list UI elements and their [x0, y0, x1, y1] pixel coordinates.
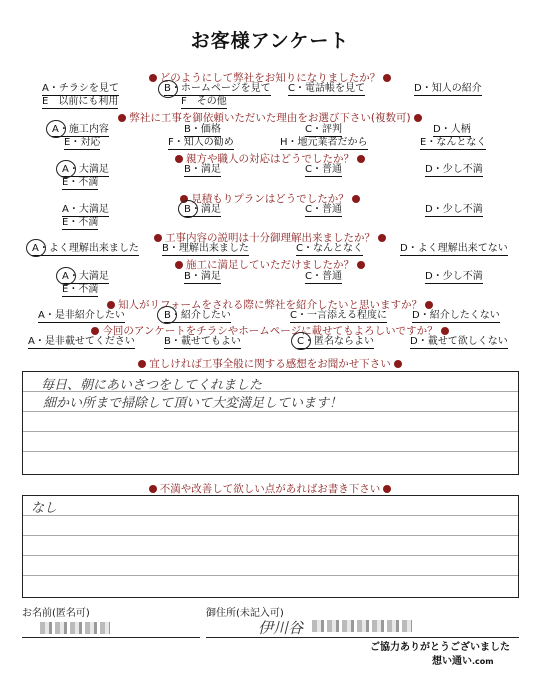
q1-option-e[interactable]: E 以前にも利用	[42, 96, 119, 107]
question-1: どのようにして弊社をお知りになりましたか？	[20, 70, 520, 85]
q8-option-b[interactable]: B・載せてもよい	[164, 336, 241, 347]
q5-option-b[interactable]: B・理解出来ました	[162, 243, 249, 254]
q1-option-d[interactable]: D・知人の紹介	[414, 83, 482, 94]
q8-option-a[interactable]: A・是非載せてください	[28, 336, 135, 347]
selection-circle	[178, 200, 198, 218]
q7-option-d[interactable]: D・紹介したくない	[412, 310, 500, 321]
writing-line	[23, 575, 518, 576]
q2-option-b[interactable]: B・価格	[184, 124, 221, 135]
bullet-icon	[149, 485, 157, 493]
q2-option-f[interactable]: F・知人の勧め	[168, 137, 234, 148]
bullet-icon	[138, 360, 146, 368]
bullet-icon	[357, 261, 365, 269]
q2-option-a[interactable]: A・施工内容	[52, 124, 109, 135]
question-7: 知人がリフォームをされる際に弊社を紹介したいと思いますか？	[20, 297, 520, 312]
bullet-icon	[149, 74, 157, 82]
q4-option-a[interactable]: A・大満足	[62, 204, 109, 215]
bullet-icon	[175, 155, 183, 163]
bullet-icon	[118, 114, 126, 122]
writing-line	[23, 451, 518, 452]
q2-option-c[interactable]: C・評判	[305, 124, 342, 135]
bullet-icon	[414, 114, 422, 122]
q7-option-c[interactable]: C・一言添える程度に	[290, 310, 387, 321]
q7-option-b[interactable]: B・紹介したい	[164, 310, 231, 321]
q3-option-d[interactable]: D・少し不満	[425, 164, 483, 175]
q4-option-c[interactable]: C・普通	[305, 204, 342, 215]
name-underline	[22, 637, 200, 638]
q6-option-e[interactable]: E・不満	[62, 284, 99, 295]
q4-option-e[interactable]: E・不満	[62, 217, 99, 228]
bullet-icon	[352, 195, 360, 203]
writing-line	[23, 515, 518, 516]
thanks-message: ご協力ありがとうございました	[370, 642, 510, 653]
q7-option-a[interactable]: A・是非紹介したい	[38, 310, 125, 321]
bullet-icon	[394, 360, 402, 368]
q1-option-b[interactable]: B・ホームページを見て	[164, 83, 271, 94]
selection-circle	[56, 160, 76, 178]
q1-option-c[interactable]: C・電話帳を見て	[288, 83, 365, 94]
q6-option-b[interactable]: B・満足	[184, 271, 221, 282]
q1-option-a[interactable]: A・チラシを見て	[42, 83, 119, 94]
question-3: 親方や職人の対応はどうでしたか？	[20, 151, 520, 166]
complaints-heading: 不満や改善して欲しい点があればお書き下さい	[0, 481, 540, 496]
bullet-icon	[154, 234, 162, 242]
impression-handwriting-line-1: 毎日、朝にあいさつをしてくれました	[41, 378, 263, 393]
selection-circle	[157, 306, 177, 324]
name-label: お名前(匿名可)	[22, 608, 90, 619]
q2-option-e2[interactable]: E・なんとなく	[420, 137, 487, 148]
q2-option-d[interactable]: D・人柄	[433, 124, 471, 135]
q3-option-c[interactable]: C・普通	[305, 164, 342, 175]
page-title: お客様アンケート	[190, 30, 350, 52]
impressions-box[interactable]	[22, 371, 519, 475]
q1-option-f[interactable]: F その他	[181, 96, 227, 107]
q3-option-a[interactable]: A・大満足	[62, 164, 109, 175]
q8-option-c[interactable]: C・匿名ならよい	[297, 336, 374, 347]
question-8: 今回のアンケートをチラシやホームページに載せてもよろしいですか？	[20, 323, 520, 338]
q6-option-a[interactable]: A・大満足	[62, 271, 109, 282]
q3-option-b[interactable]: B・満足	[184, 164, 221, 175]
question-5: 工事内容の説明は十分御理解出来ましたか？	[20, 230, 520, 245]
bullet-icon	[383, 485, 391, 493]
address-label: 御住所(未記入可)	[206, 608, 284, 619]
bullet-icon	[357, 155, 365, 163]
q5-option-d[interactable]: D・よく理解出来てない	[400, 243, 508, 254]
bullet-icon	[383, 74, 391, 82]
q6-option-d[interactable]: D・少し不満	[425, 271, 483, 282]
writing-line	[23, 431, 518, 432]
selection-circle	[26, 239, 46, 257]
selection-circle	[46, 120, 66, 138]
q2-option-e[interactable]: E・対応	[64, 137, 101, 148]
redacted-name	[40, 622, 110, 634]
q4-option-d[interactable]: D・少し不満	[425, 204, 483, 215]
bullet-icon	[441, 327, 449, 335]
question-4: 見積もりプランはどうでしたか？	[20, 191, 520, 206]
q2-option-h[interactable]: H・地元業者だから	[280, 137, 368, 148]
selection-circle	[56, 267, 76, 285]
address-handwriting: 伊川谷	[258, 619, 304, 637]
writing-line	[23, 535, 518, 536]
writing-line	[23, 411, 518, 412]
q8-option-d[interactable]: D・載せて欲しくない	[410, 336, 508, 347]
q5-option-a[interactable]: A・よく理解出来ました	[32, 243, 139, 254]
brand-logo: 想い通い.com	[432, 656, 494, 667]
complaints-box[interactable]	[22, 495, 519, 598]
q6-option-c[interactable]: C・普通	[305, 271, 342, 282]
question-6: 施工に満足していただけましたか？	[20, 257, 520, 272]
bullet-icon	[91, 327, 99, 335]
bullet-icon	[425, 301, 433, 309]
writing-line	[23, 555, 518, 556]
selection-circle	[291, 332, 311, 350]
q3-option-e[interactable]: E・不満	[62, 177, 99, 188]
bullet-icon	[175, 261, 183, 269]
complaint-handwriting: なし	[31, 501, 58, 516]
impression-handwriting-line-2: 細かい所まで掃除して頂いて大変満足しています！	[43, 396, 343, 411]
redacted-address	[312, 620, 412, 632]
question-2: 弊社に工事を御依頼いただいた理由をお選び下さい(複数可)	[20, 110, 520, 125]
selection-circle	[158, 80, 178, 98]
impressions-heading: 宜しければ工事全般に関する感想をお聞かせ下さい	[0, 356, 540, 371]
q4-option-b[interactable]: B・満足	[184, 204, 221, 215]
q5-option-c[interactable]: C・なんとなく	[296, 243, 363, 254]
bullet-icon	[378, 234, 386, 242]
bullet-icon	[107, 301, 115, 309]
